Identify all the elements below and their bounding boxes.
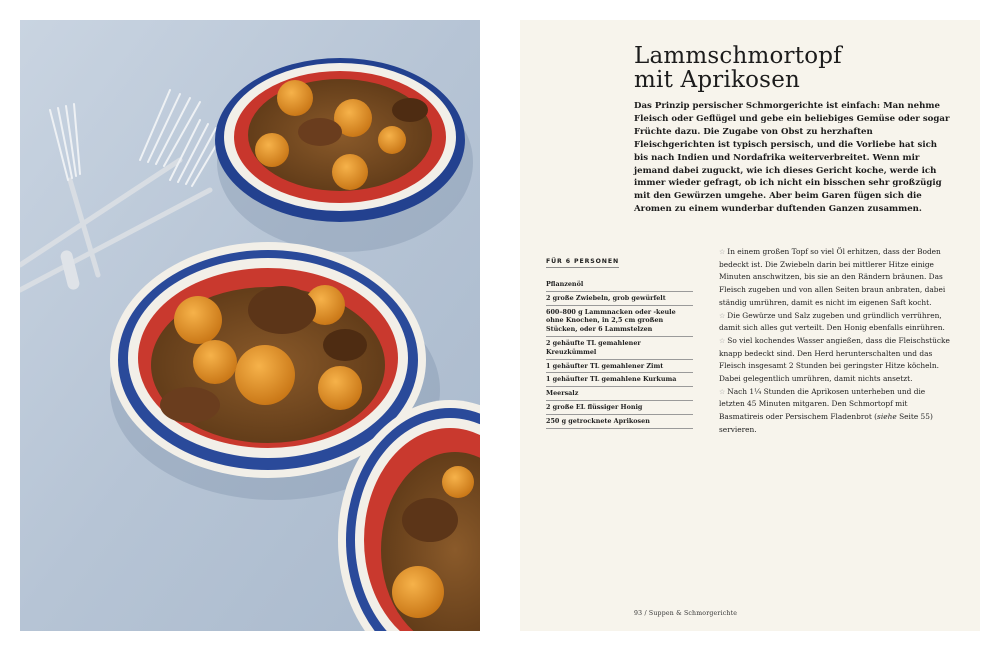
star-icon: ☆ bbox=[719, 248, 726, 256]
ingredient-item: 1 gehäufter TL gemahlener Zimt bbox=[546, 360, 693, 374]
method-step bbox=[719, 310, 951, 335]
star-icon: ☆ bbox=[719, 336, 726, 345]
ingredient-item: 2 gehäufte TL gemahlener Kreuzkümmel bbox=[546, 337, 693, 360]
page-footer bbox=[634, 610, 737, 617]
method-step-text: Die Gewürze und Salz zugeben und gründlich verrühren, damit sich alles gut verteilt. Den Honig ebenfalls einrühren. bbox=[719, 310, 945, 333]
ingredient-item: 2 große Zwiebeln, grob gewürfelt bbox=[546, 292, 693, 306]
footer-separator: / bbox=[644, 610, 647, 617]
ingredient-item: 250 g getrocknete Aprikosen bbox=[546, 415, 693, 429]
star-icon: ☆ bbox=[719, 387, 726, 396]
ingredient-item: 2 große EL flüssiger Honig bbox=[546, 401, 693, 415]
method-step-text: Seite 55) servieren. bbox=[719, 412, 933, 434]
ingredient-list bbox=[546, 278, 693, 429]
page-number: 93 bbox=[634, 610, 643, 617]
method-step bbox=[719, 335, 951, 386]
star-icon: ☆ bbox=[719, 311, 726, 320]
recipe-text-page bbox=[520, 20, 980, 631]
recipe-title-line1: Lammschmortopf bbox=[634, 43, 842, 69]
servings-heading: FÜR 6 PERSONEN bbox=[546, 258, 619, 268]
method-step bbox=[719, 386, 951, 437]
method-step-text: Nach 1¼ Stunden die Aprikosen unterheben und die letzten 45 Minuten mitgaren. Den Schmortopf mit Basmatireis oder Persischem Fladenbrot ( bbox=[719, 386, 926, 422]
recipe-title bbox=[634, 44, 964, 92]
method-section bbox=[719, 246, 951, 437]
section-name: Suppen & Schmorgerichte bbox=[648, 610, 738, 617]
ingredient-item: 1 gehäufter TL gemahlene Kurkuma bbox=[546, 373, 693, 387]
method-step-text: In einem großen Topf so viel Öl erhitzen, dass der Boden bedeckt ist. Die Zwiebeln darin bei mittlerer Hitze einige Minuten anschwitzen, bis sie an den Rändern bräunen. Das Fleisch zugeben und von allen Seiten braun anbraten, dabei ständig umrühren, damit es nicht im eigenen Saft kocht. bbox=[719, 247, 946, 307]
recipe-title-line2: mit Aprikosen bbox=[634, 67, 801, 93]
page-reference: siehe bbox=[877, 412, 897, 422]
ingredient-item: 600–800 g Lammnacken oder -keule ohne Knochen, in 2,5 cm großen Stücken, oder 6 Lammstelzen bbox=[546, 306, 693, 337]
ingredient-item: Pflanzenöl bbox=[546, 278, 693, 292]
recipe-photo bbox=[20, 20, 480, 631]
recipe-intro: Das Prinzip persischer Schmorgerichte ist einfach: Man nehme Fleisch oder Geflügel und gebe ein beliebiges Gemüse oder sogar Früchte dazu. Die Zugabe von Obst zu herzhaften Fleischgerichten ist typisch persisch, und die Vorliebe hat sich bis nach Indien und Nordafrika weiterverbreitet. Wenn mir jemand dabei zuguckt, wie ich dieses Gericht koche, werde ich immer wieder gefragt, ob ich nicht ein bisschen sehr großzügig mit den Gewürzen umgehe. Aber beim Garen fügen sich die Aromen zu einem wunderbar duftenden Ganzen zusammen. bbox=[634, 101, 950, 215]
method-step-text: So viel kochendes Wasser angießen, dass die Fleischstücke knapp bedeckt sind. Den Herd herunterschalten und das Fleisch insgesamt 2 Stunden bei geringster Hitze köcheln. Dabei gelegentlich umrühren, damit nichts ansetzt. bbox=[719, 335, 950, 384]
method-step bbox=[719, 246, 951, 310]
ingredient-item: Meersalz bbox=[546, 387, 693, 401]
ingredients-section bbox=[546, 248, 693, 429]
